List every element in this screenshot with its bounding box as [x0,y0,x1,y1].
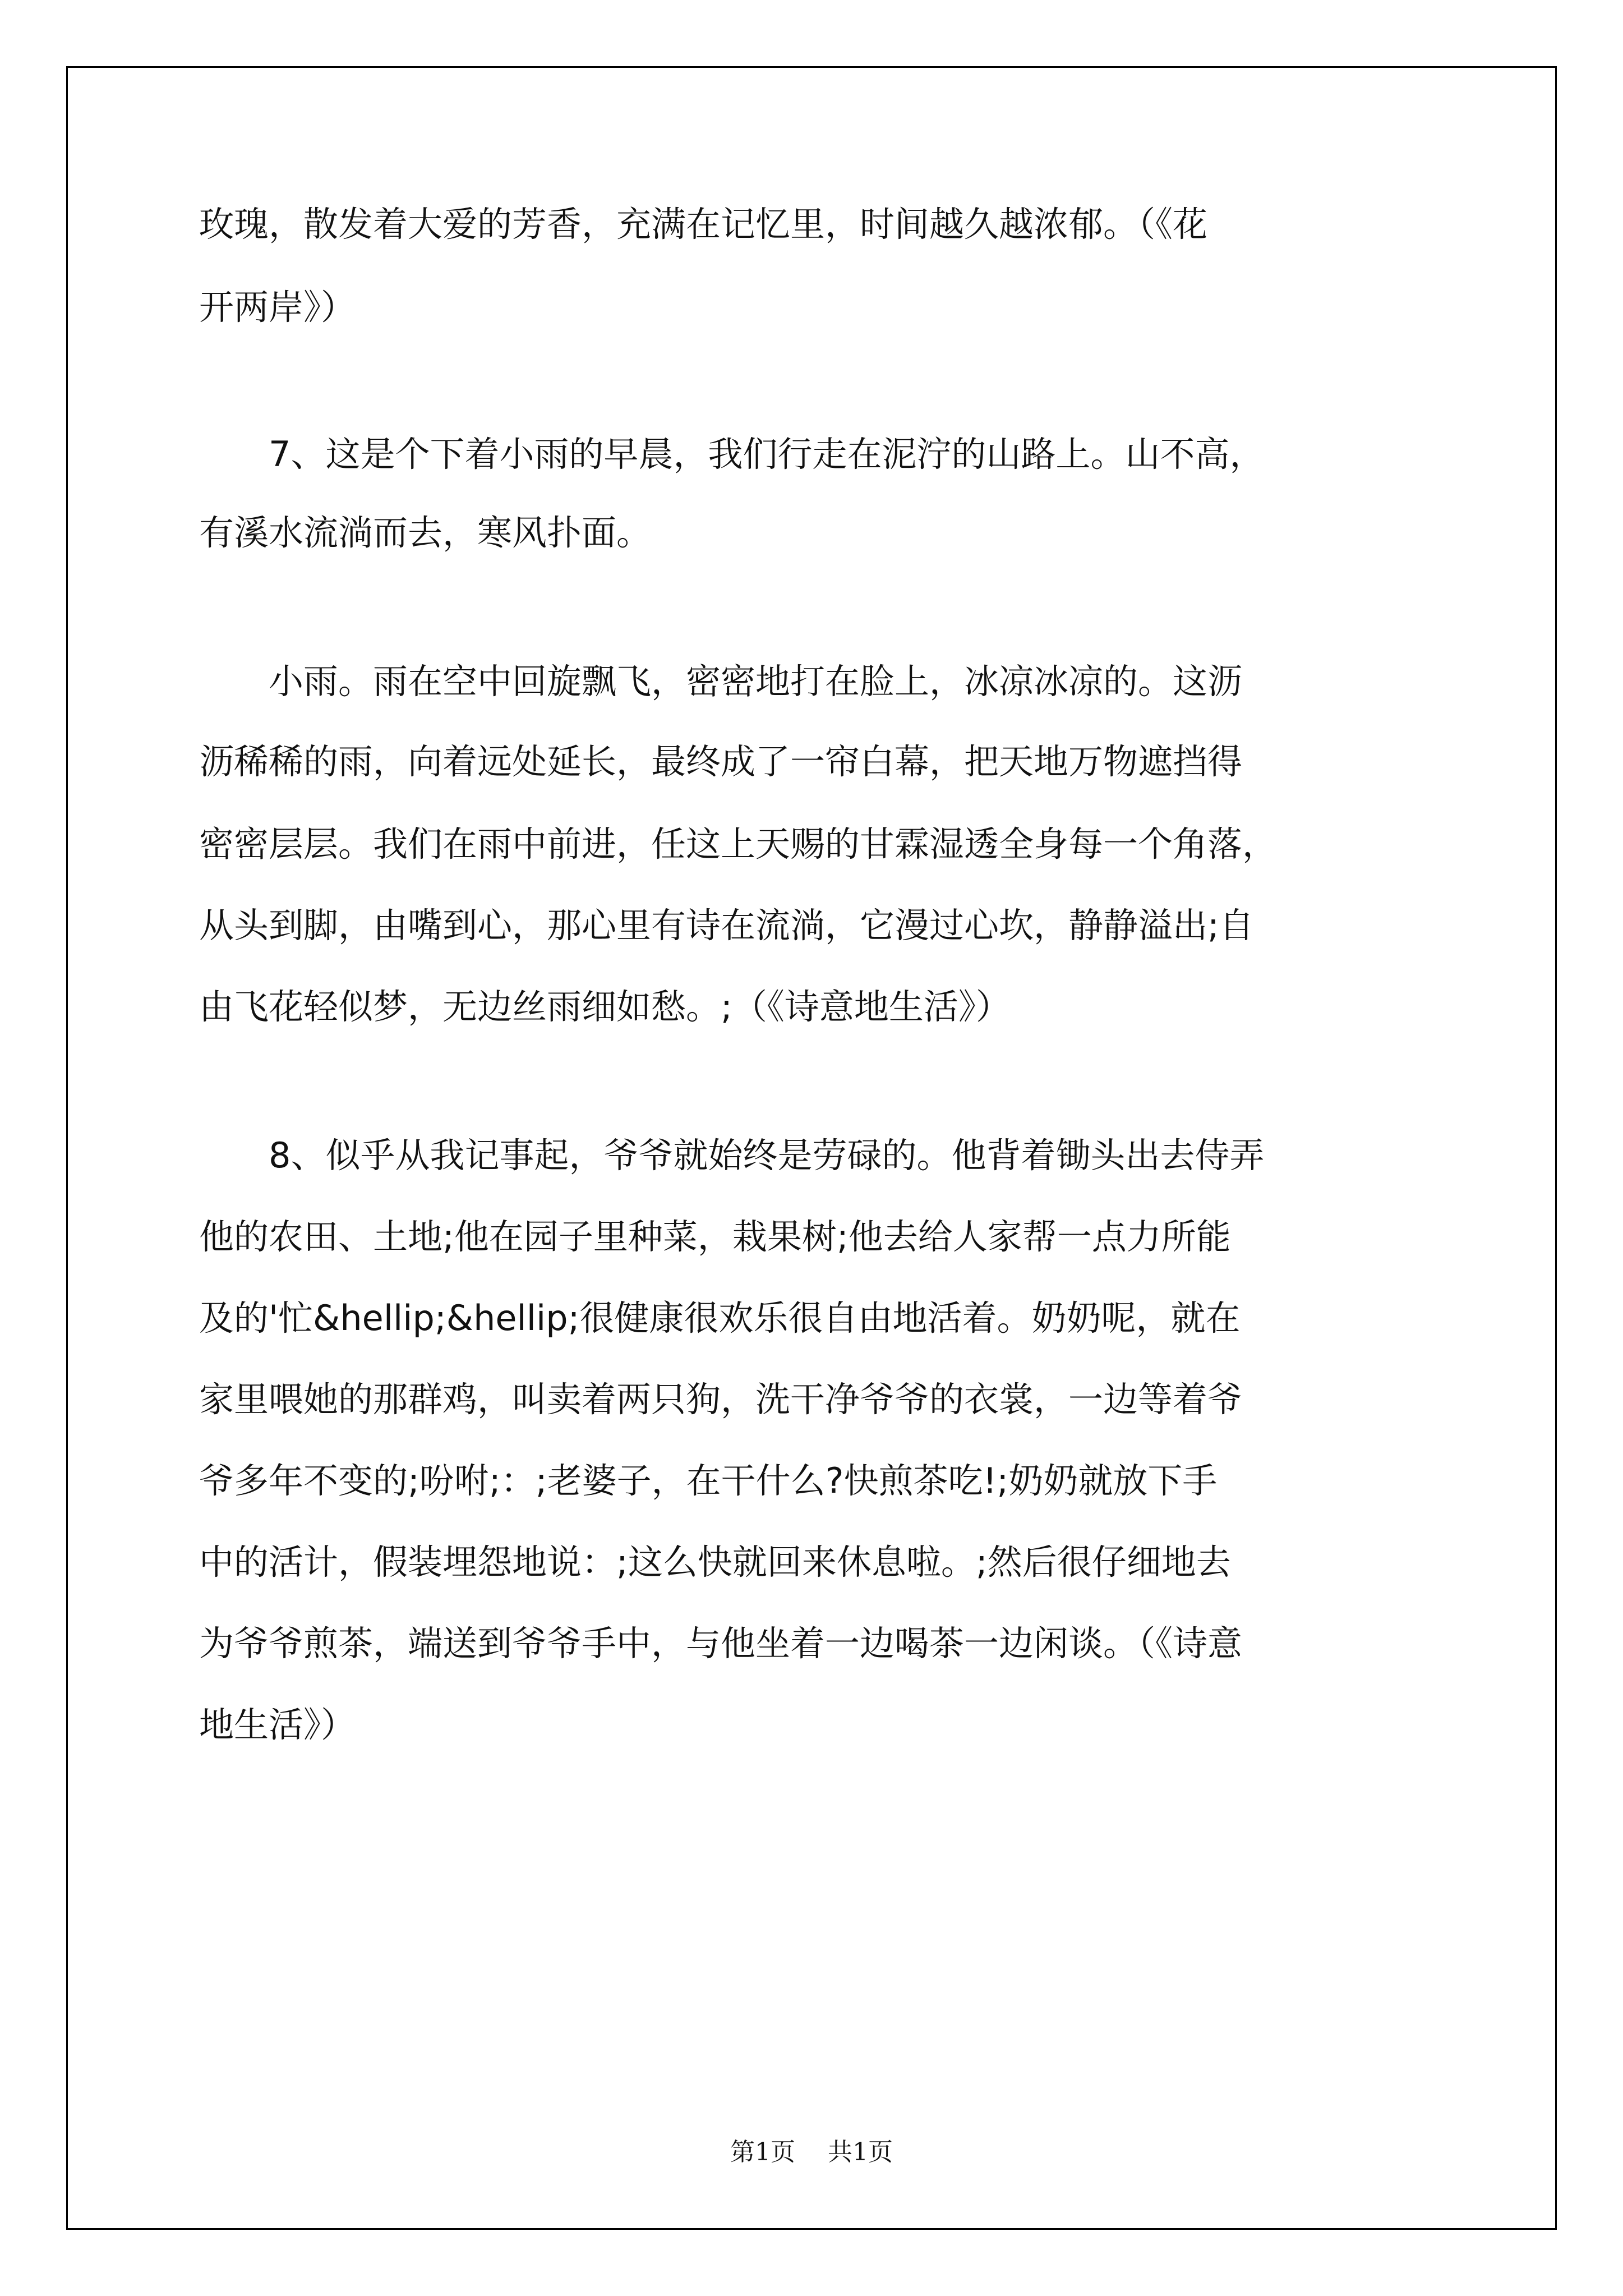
text-line: 玫瑰，散发着大爱的芳香，充满在记忆里，时间越久越浓郁。（《花 [199,204,1208,245]
text-line: 中的活计，假装埋怨地说：;这么快就回来休息啦。;然后很仔细地去 [199,1542,1231,1582]
text-line: 沥稀稀的雨，向着远处延长，最终成了一帘白幕，把天地万物遮挡得 [199,741,1243,782]
text-line: 有溪水流淌而去，寒风扑面。 [199,512,652,553]
text-line: 为爷爷煎茶，端送到爷爷手中，与他坐着一边喝茶一边闲谈。（《诗意 [199,1623,1243,1664]
text-line: 及的'忙&hellip;&hellip;很健康很欢乐很自由地活着。奶奶呢，就在 [199,1297,1241,1338]
text-line: 小雨。雨在空中回旋飘飞，密密地打在脸上，冰凉冰凉的。这沥 [199,661,1243,702]
page-total: 共1页 [828,2138,893,2166]
text-line: 家里喂她的那群鸡，叫卖着两只狗，洗干净爷爷的衣裳，一边等着爷 [199,1379,1243,1420]
text-line: 7、这是个下着小雨的早晨，我们行走在泥泞的山路上。山不高， [199,434,1265,475]
text-line: 地生活》） [199,1704,356,1745]
text-line: 密密层层。我们在雨中前进，任这上天赐的甘霖湿透全身每一个角落， [199,823,1278,864]
text-line: 8、似乎从我记事起，爷爷就始终是劳碌的。他背着锄头出去侍弄 [199,1135,1265,1176]
text-line: 从头到脚，由嘴到心，那心里有诗在流淌，它漫过心坎，静静溢出;自 [199,905,1254,946]
text-line: 他的农田、土地;他在园子里种菜，栽果树;他去给人家帮一点力所能 [199,1216,1231,1257]
page-number: 第1页 [730,2138,795,2166]
text-line: 开两岸》） [199,287,356,328]
text-line: 爷多年不变的;吩咐;：;老婆子，在干什么?快煎茶吃!;奶奶就放下手 [199,1460,1218,1501]
page-footer [0,2132,1623,2168]
text-line: 由飞花轻似梦，无边丝雨细如愁。;（《诗意地生活》） [199,986,1011,1027]
